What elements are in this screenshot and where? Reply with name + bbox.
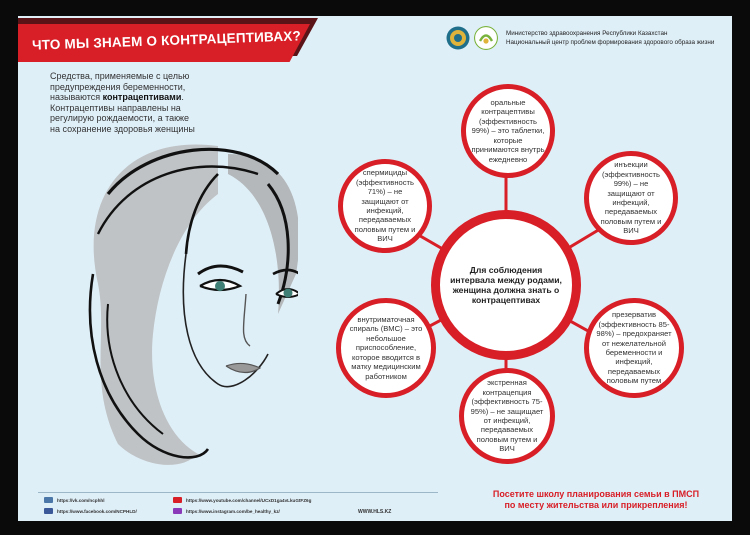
center-text: Для соблюдения интервала между родами, женщина должна знать о контрацептивах (450, 264, 562, 306)
intro-part2: . Контрацептивы направлены на регулирую рождаемости, а также на сохранение здоровья женщины (50, 92, 195, 134)
youtube-link[interactable] (173, 497, 311, 503)
method-spermicides (338, 159, 432, 253)
cta-line1: Посетите школу планирования семьи в ПМСП (492, 489, 700, 499)
instagram-url: https://www.instagram.com/be_healthy_kz/ (186, 508, 280, 514)
facebook-link[interactable] (44, 508, 137, 514)
call-to-action (461, 489, 731, 511)
method-text: внутриматочная спираль (ВМС) – это небольшое приспособление, которое вводится в матку медицинским работником (349, 315, 423, 381)
vk-link[interactable] (44, 497, 104, 503)
health-center-logo-icon (474, 26, 498, 50)
method-text: презерватив (эффективность 85-98%) – предохраняет от нежелательной беременности и инфекций, передаваемых половым путем (596, 310, 672, 386)
youtube-icon (173, 497, 182, 503)
intro-bold: контрацептивами (102, 92, 182, 103)
method-injections (584, 151, 678, 245)
poster (18, 16, 732, 521)
ministry-line: Министерство здравоохранения Республики Казахстан (506, 30, 668, 37)
method-iud (336, 298, 436, 398)
method-text: спермициды (эффективность 71%) – не защищают от инфекций, передаваемых половым путем и ВИЧ (354, 168, 416, 244)
method-text: инъекции (эффективность 99%) – не защищают от инфекций, передаваемых половым путем и ВИЧ (600, 160, 662, 236)
kazakhstan-emblem-icon (446, 26, 470, 50)
facebook-url: https://www.facebook.com/NCPHLD/ (57, 508, 137, 514)
website-link[interactable]: WWW.HLS.KZ (358, 509, 392, 515)
facebook-icon (44, 508, 53, 514)
method-emergency-contraception (459, 368, 555, 464)
intro-part1: Средства, применяемые с целью предупреждения беременности, называются (50, 71, 190, 103)
instagram-link[interactable] (173, 508, 280, 514)
center-circle (431, 210, 581, 360)
ministry-info (506, 30, 726, 47)
method-oral-contraceptives (461, 84, 555, 178)
page-title: ЧТО МЫ ЗНАЕМ О КОНТРАЦЕПТИВАХ? (31, 28, 302, 53)
woman-face-illustration (68, 134, 298, 474)
method-condom (584, 298, 684, 398)
vk-icon (44, 497, 53, 503)
intro-text (50, 71, 200, 135)
youtube-url: https://www.youtube.com/channel/UCxD1ga4vLkuGtFZ6g (186, 497, 312, 503)
vk-url: https://vk.com/ncphhl (57, 497, 105, 503)
cta-line2: по месту жительства или прикрепления! (504, 500, 688, 510)
center-line: Национальный центр проблем формирования здорового образа жизни (506, 38, 715, 46)
method-text: оральные контрацептивы (эффективность 99%) – это таблетки, которые принимаются внутрь ежедневно (471, 98, 545, 164)
method-text: экстренная контрацепция (эффективность 75-95%) – не защищает от инфекций, передаваемых половым путем и ВИЧ (470, 378, 544, 454)
footer-divider (38, 492, 438, 493)
instagram-icon (173, 508, 182, 514)
